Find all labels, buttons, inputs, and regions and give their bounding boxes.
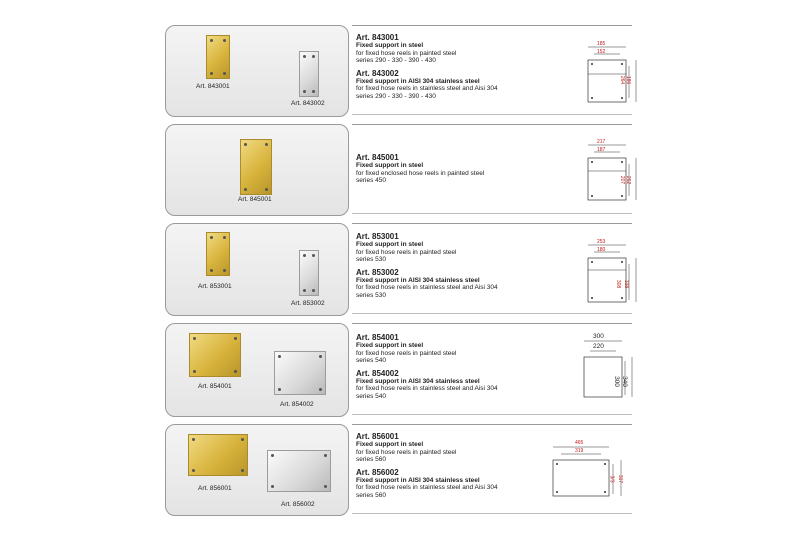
article-title: Fixed support in AISI 304 stainless steel [356, 476, 480, 484]
article-title: Fixed support in steel [356, 42, 424, 49]
dimension-label: 185 [597, 41, 606, 47]
product-description [356, 333, 556, 401]
technical-drawing [578, 333, 638, 403]
row-divider [352, 124, 632, 125]
gold-support-plate-image [240, 139, 272, 195]
article-number: Art. 843002 [356, 68, 399, 78]
article-detail: for fixed hose reels in painted steel [356, 349, 457, 357]
article-detail: for fixed enclosed hose reels in painted steel [356, 169, 485, 177]
article-number: Art. 856001 [356, 432, 399, 441]
product-label: Art. 843002 [291, 100, 325, 107]
article-title: Fixed support in AISI 304 stainless steel [356, 276, 480, 284]
product-label: Art. 854001 [198, 383, 232, 390]
dimension-label: 317 [617, 474, 624, 484]
article-detail: for fixed hose reels in painted steel [356, 248, 457, 256]
product-label: Art. 845001 [238, 196, 272, 203]
article-title: Fixed support in AISI 304 stainless steel [356, 77, 480, 85]
technical-drawing [545, 440, 635, 504]
product-description [356, 432, 556, 500]
article-detail: for fixed hose reels in painted steel [356, 448, 457, 456]
row-divider [352, 414, 632, 415]
technical-drawing [582, 40, 642, 110]
product-label: Art. 853002 [291, 300, 325, 307]
article-number: Art. 853002 [356, 267, 399, 277]
row-divider [352, 213, 632, 214]
article-number: Art. 854002 [356, 368, 399, 378]
article-detail: series 530 [356, 291, 386, 299]
dimension-label: 300 [612, 376, 620, 387]
product-label: Art. 853001 [198, 283, 232, 290]
article-number: Art. 845001 [356, 153, 399, 162]
product-photo-card [165, 323, 349, 417]
steel-support-plate-image [299, 250, 319, 296]
product-photo-card [165, 124, 349, 216]
article-number: Art. 854001 [356, 333, 399, 342]
article-detail: for fixed hose reels in stainless steel and Aisi 304 [356, 385, 498, 393]
product-label: Art. 854002 [280, 401, 314, 408]
article-detail: for fixed hose reels in stainless steel and Aisi 304 [356, 284, 498, 292]
dimension-label: 264 [619, 75, 626, 85]
article-title: Fixed support in steel [356, 441, 424, 448]
dimension-label: 465 [575, 440, 584, 446]
dimension-label: 340 [620, 376, 628, 387]
article-title: Fixed support in steel [356, 162, 424, 169]
dimension-label: 308 [615, 279, 622, 289]
gold-support-plate-image [206, 35, 230, 79]
article-detail: series 450 [356, 177, 386, 185]
article-title: Fixed support in AISI 304 stainless steel [356, 377, 480, 385]
steel-support-plate-image [274, 351, 326, 395]
product-description [356, 33, 556, 101]
dimension-label: 253 [597, 239, 606, 245]
row-divider [352, 323, 632, 324]
row-divider [352, 513, 632, 514]
gold-support-plate-image [189, 333, 241, 377]
article-number: Art. 853001 [356, 232, 399, 241]
dimension-label: 338 [623, 279, 630, 289]
dimension-label: 180 [597, 247, 606, 253]
dimension-label: 207 [619, 175, 626, 185]
article-detail: series 530 [356, 256, 386, 264]
technical-drawing [582, 140, 642, 210]
article-detail: series 290 - 330 - 390 - 430 [356, 92, 436, 100]
row-divider [352, 424, 632, 425]
article-detail: series 560 [356, 456, 386, 464]
product-photo-card [165, 25, 349, 117]
article-detail: for fixed hose reels in stainless steel and Aisi 304 [356, 484, 498, 492]
technical-drawing [582, 240, 642, 310]
product-label: Art. 856001 [198, 485, 232, 492]
row-divider [352, 313, 632, 314]
row-divider [352, 223, 632, 224]
dimension-label: 262 [625, 175, 632, 185]
article-number: Art. 856002 [356, 467, 399, 477]
dimension-label: 187 [597, 147, 606, 153]
article-detail: series 540 [356, 357, 386, 365]
article-title: Fixed support in steel [356, 241, 424, 248]
article-number: Art. 843001 [356, 33, 399, 42]
dimension-label: 319 [575, 448, 584, 454]
dimension-label: 186 [625, 75, 632, 85]
row-divider [352, 114, 632, 115]
gold-support-plate-image [188, 434, 248, 476]
dimension-label: 3/3 [608, 475, 615, 483]
gold-support-plate-image [206, 232, 230, 276]
article-detail: series 560 [356, 491, 386, 499]
article-detail: series 290 - 330 - 390 - 430 [356, 57, 436, 65]
article-detail: for fixed hose reels in stainless steel and Aisi 304 [356, 85, 498, 93]
product-description [356, 153, 556, 185]
dimension-label: 217 [597, 139, 606, 145]
product-photo-card [165, 424, 349, 516]
product-label: Art. 856002 [281, 501, 315, 508]
steel-support-plate-image [299, 51, 319, 97]
product-label: Art. 843001 [196, 83, 230, 90]
product-photo-card [165, 223, 349, 316]
article-title: Fixed support in steel [356, 342, 424, 349]
article-detail: for fixed hose reels in painted steel [356, 49, 457, 57]
dimension-label: 220 [593, 343, 604, 350]
steel-support-plate-image [267, 450, 331, 492]
product-description [356, 232, 556, 300]
dimension-label: 152 [597, 49, 606, 55]
article-detail: series 540 [356, 392, 386, 400]
dimension-label: 300 [593, 333, 604, 340]
row-divider [352, 25, 632, 26]
